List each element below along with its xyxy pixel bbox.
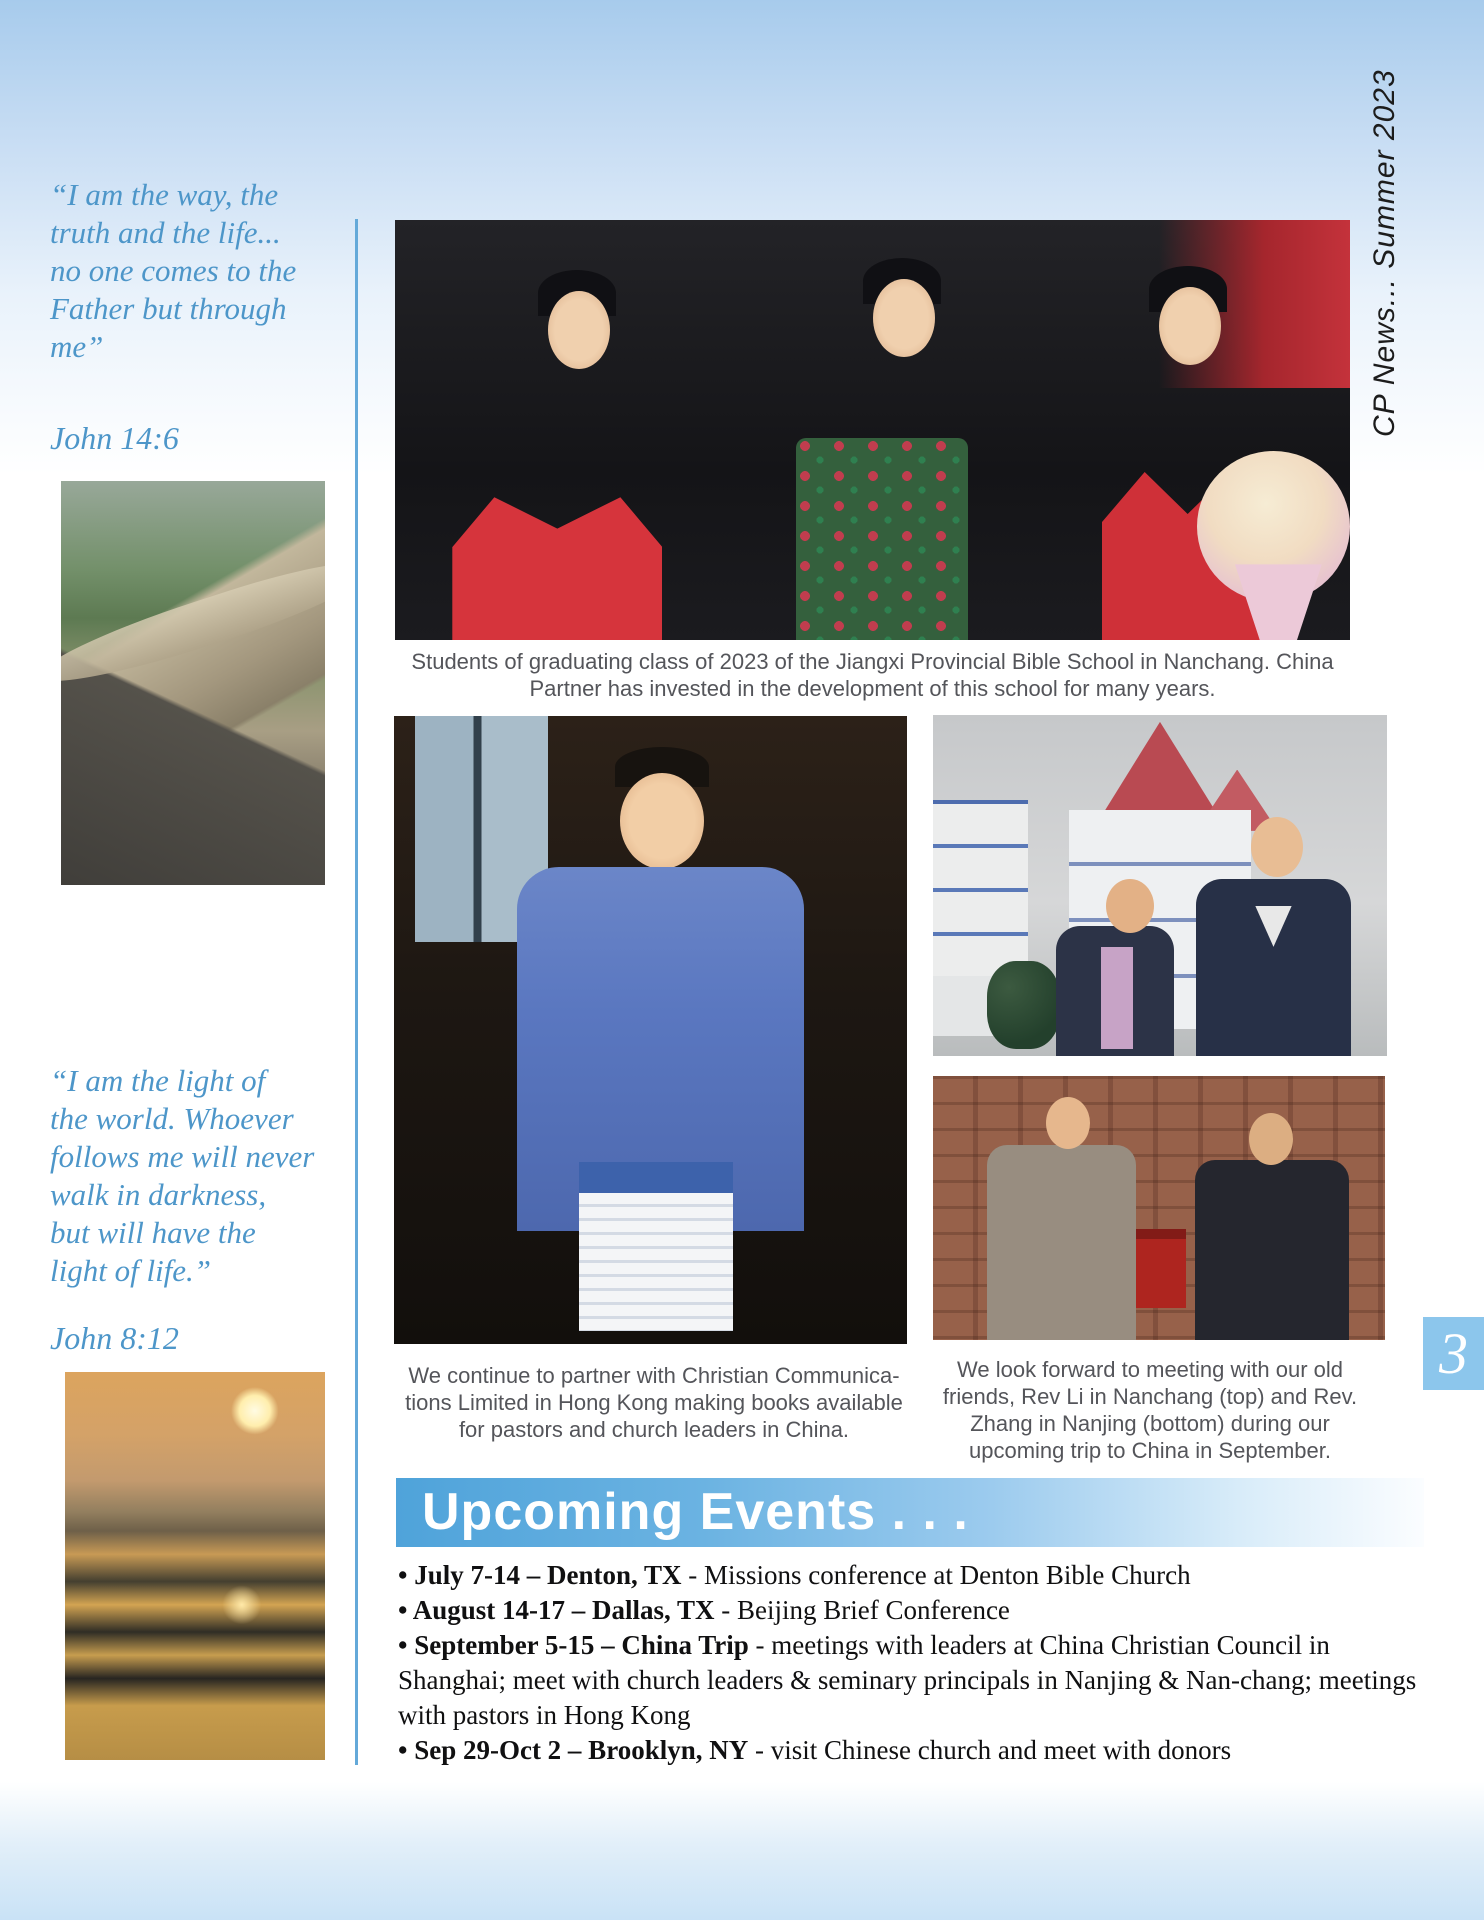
quote-line: the world. Whoever: [50, 1101, 294, 1136]
nanjing-book-photo: [933, 1076, 1385, 1340]
scripture-quote-john-8-12: [50, 1062, 318, 1290]
scripture-quote-john-14-6: [50, 176, 318, 366]
man-face-shape: [620, 773, 704, 869]
quote-line: follows me will never: [50, 1139, 315, 1174]
page-number-badge: [1423, 1317, 1484, 1390]
red-book-shape: [1136, 1229, 1186, 1308]
caption-line: We continue to partner with Christian Communica-: [408, 1363, 900, 1388]
caption-line: Partner has invested in the development of this school for many years.: [529, 676, 1216, 701]
quote-line: truth and the life...: [50, 215, 281, 250]
leaders-caption: [908, 1356, 1392, 1464]
event-item: [398, 1558, 1420, 1593]
pink-shirt-shape: [1101, 947, 1133, 1049]
caption-line: friends, Rev Li in Nanchang (top) and Rev.: [942, 1384, 1358, 1409]
event-date-location: • September 5-15 – China Trip: [398, 1630, 749, 1660]
graduates-photo: [395, 220, 1350, 640]
event-item: [398, 1628, 1420, 1733]
quote-line: but will have the: [50, 1215, 256, 1250]
caption-line: We look forward to meeting with our old: [957, 1357, 1343, 1382]
quote-line: no one comes to the: [50, 253, 297, 288]
great-wall-shape: [61, 550, 325, 699]
event-date-location: • Sep 29-Oct 2 – Brooklyn, NY: [398, 1735, 749, 1765]
graduate-face-shape: [873, 279, 935, 357]
trees-shape: [987, 961, 1060, 1050]
man-shirt-shape: [1196, 879, 1350, 1056]
bottom-gradient: [0, 1782, 1484, 1920]
event-date-location: • August 14-17 – Dallas, TX: [398, 1595, 715, 1625]
books-caption: [398, 1362, 910, 1443]
man-face-shape: [1046, 1097, 1090, 1149]
graduate-face-shape: [1159, 287, 1221, 365]
floral-dress-shape: [796, 438, 968, 640]
scripture-reference-john-14-6: John 14:6: [50, 420, 179, 456]
man-suit-shape: [1195, 1160, 1349, 1340]
quote-line: light of life.”: [50, 1253, 212, 1288]
events-list: [398, 1558, 1420, 1768]
caption-line: Zhang in Nanjing (bottom) during our: [970, 1411, 1330, 1436]
event-description: - Beijing Brief Conference: [714, 1595, 1010, 1625]
man-face-shape: [1106, 879, 1154, 933]
event-description: - meetings with leaders at China Christian Council in Shanghai; meet with church leaders & seminary principals in Nanjing & Nan-chang; meetings with pastors in Hong Kong: [398, 1630, 1417, 1730]
upcoming-events-banner: [396, 1478, 1424, 1547]
event-date-location: • July 7-14 – Denton, TX: [398, 1560, 682, 1590]
event-description: - Missions conference at Denton Bible Church: [681, 1560, 1191, 1590]
caption-line: Students of graduating class of 2023 of the Jiangxi Provincial Bible School in Nanchang. China: [411, 649, 1334, 674]
edition-vertical-label: CP News... Summer 2023: [1368, 69, 1401, 437]
graduates-caption: [395, 648, 1350, 702]
man-suit-shape: [987, 1145, 1136, 1340]
graduate-face-shape: [548, 291, 610, 369]
church-spire-shape: [1096, 722, 1223, 824]
sunset-photo: [65, 1372, 325, 1760]
scripture-reference-john-8-12: John 8:12: [50, 1320, 179, 1356]
nanchang-church-photo: [933, 715, 1387, 1056]
caption-line: upcoming trip to China in September.: [969, 1438, 1331, 1463]
quote-line: walk in darkness,: [50, 1177, 267, 1212]
caption-line: tions Limited in Hong Kong making books available: [405, 1390, 903, 1415]
quote-line: Father but through: [50, 291, 287, 326]
event-item: [398, 1733, 1420, 1768]
event-item: [398, 1593, 1420, 1628]
books-partner-photo: [394, 716, 907, 1344]
page-number: 3: [1439, 1321, 1468, 1386]
event-description: - visit Chinese church and meet with donors: [748, 1735, 1232, 1765]
quote-line: “I am the way, the: [50, 177, 279, 212]
caption-line: for pastors and church leaders in China.: [458, 1417, 850, 1442]
column-divider: [355, 219, 358, 1765]
upcoming-events-title: Upcoming Events . . .: [422, 1483, 969, 1541]
book-stack-shape: [579, 1193, 733, 1331]
man-face-shape: [1251, 817, 1303, 877]
quote-line: “I am the light of: [50, 1063, 266, 1098]
quote-line: me”: [50, 329, 104, 364]
red-gown-shape: [452, 497, 662, 640]
great-wall-photo: [61, 481, 325, 885]
